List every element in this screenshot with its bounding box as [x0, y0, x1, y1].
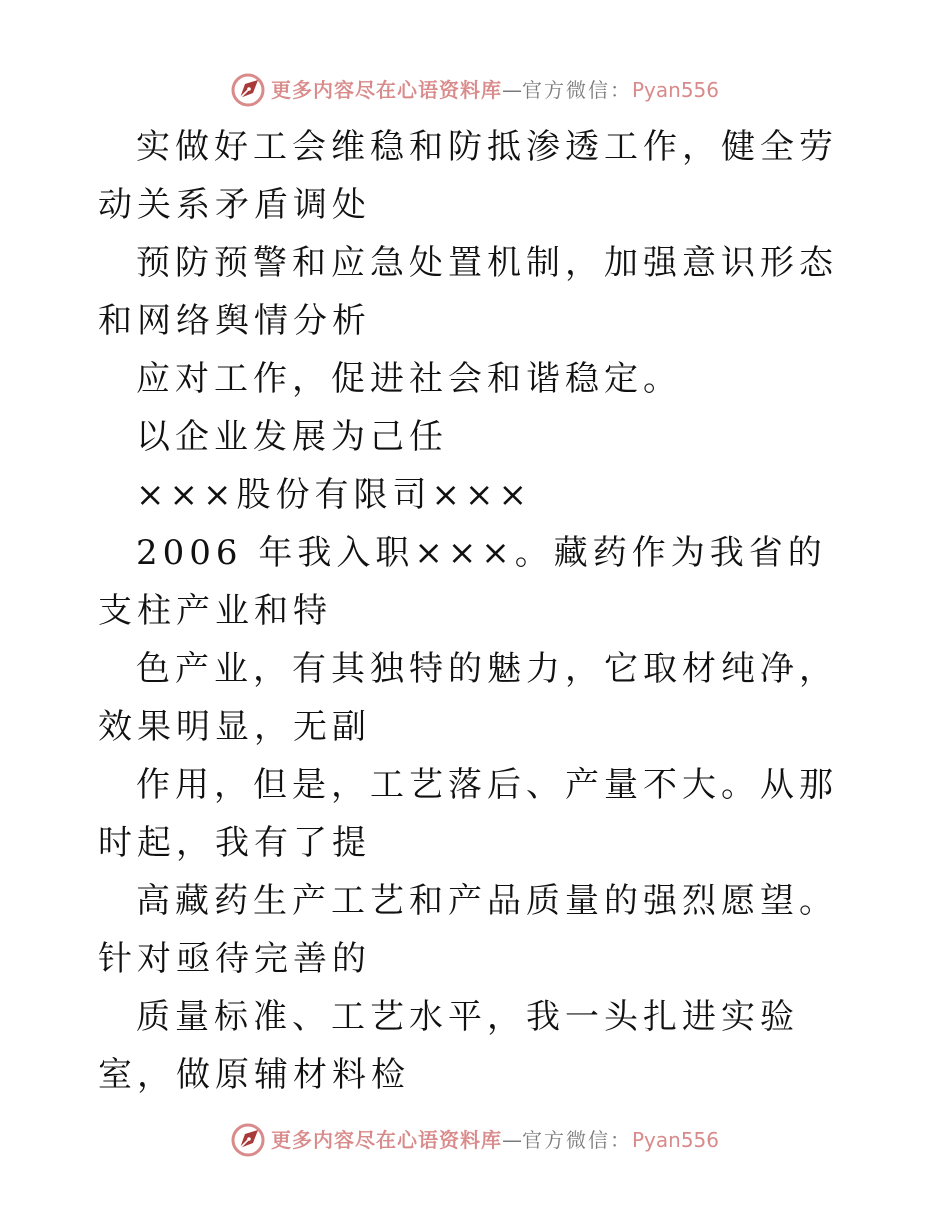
- footer-watermark: [0, 1118, 950, 1162]
- watermark-title: 更多内容尽在心语资料库: [270, 1128, 502, 1152]
- paragraph: 质量标准、工艺水平，我一头扎进实验室，做原辅材料检: [98, 997, 799, 1095]
- paragraph: 应对工作，促进社会和谐稳定。: [136, 359, 682, 399]
- watermark-wechat-label: 官方微信：: [521, 78, 632, 102]
- watermark-wechat-label: 官方微信：: [521, 1128, 632, 1152]
- watermark-title: 更多内容尽在心语资料库: [270, 78, 502, 102]
- watermark-wechat-id: Pyan556: [631, 1128, 719, 1152]
- watermark-dash: —: [501, 78, 522, 102]
- paragraph: 高藏药生产工艺和产品质量的强烈愿望。针对亟待完善的: [98, 881, 838, 979]
- pen-nib-logo-icon: [231, 73, 265, 107]
- watermark-text: [271, 1118, 719, 1162]
- watermark-dash: —: [501, 1128, 522, 1152]
- watermark-wechat-id: Pyan556: [631, 78, 719, 102]
- paragraph: 作用，但是，工艺落后、产量不大。从那时起，我有了提: [98, 765, 838, 863]
- paragraph: 色产业，有其独特的魅力，它取材纯净，效果明显，无副: [98, 649, 838, 747]
- paragraph: 实做好工会维稳和防抵渗透工作，健全劳动关系矛盾调处: [98, 127, 838, 225]
- paragraph: 2006 年我入职×××。藏药作为我省的支柱产业和特: [98, 533, 827, 631]
- watermark-text: [271, 68, 719, 112]
- paragraph: 预防预警和应急处置机制，加强意识形态和网络舆情分析: [98, 243, 838, 341]
- paragraph: 以企业发展为己任: [136, 417, 448, 457]
- pen-nib-logo-icon: [231, 1123, 265, 1157]
- header-watermark: [0, 68, 950, 112]
- paragraph: ×××股份有限司×××: [136, 475, 532, 515]
